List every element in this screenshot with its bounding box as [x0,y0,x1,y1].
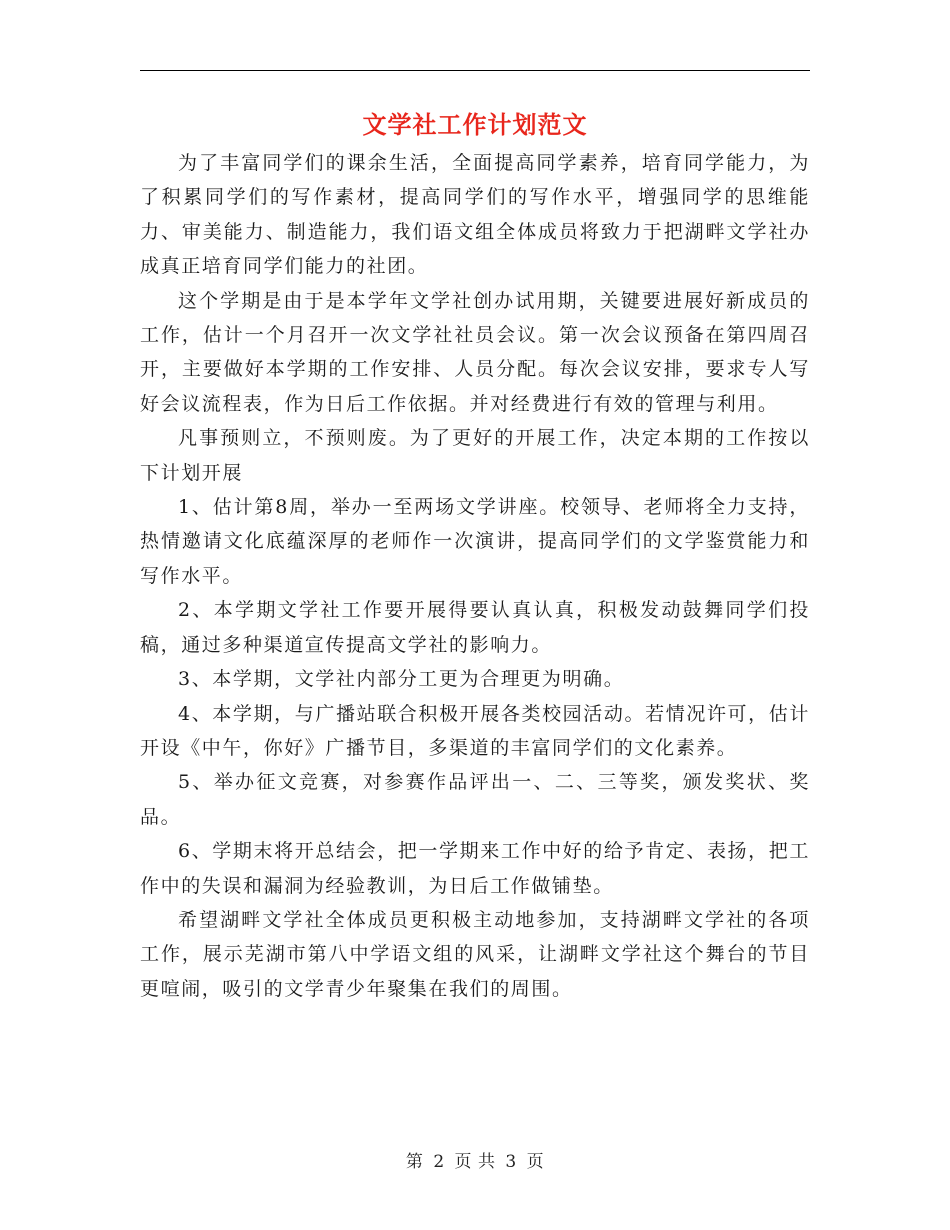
plan-item-2: 2、本学期文学社工作要开展得要认真认真，积极发动鼓舞同学们投稿，通过多种渠道宣传提高文学社的影响力。 [140,599,810,656]
paragraph-intro: 为了丰富同学们的课余生活，全面提高同学素养，培育同学能力，为了积累同学们的写作素材，提高同学们的写作水平，增强同学的思维能力、审美能力、制造能力，我们语文组全体成员将致力于把湖畔文学社办成真正培育同学们能力的社团。 [140,152,810,278]
header-rule [140,70,810,71]
plan-item-6: 6、学期末将开总结会，把一学期来工作中好的给予肯定、表扬，把工作中的失误和漏洞为经验教训，为日后工作做铺垫。 [140,840,810,897]
page-prefix: 第 [405,1152,424,1172]
page-number-footer [0,1150,950,1174]
paragraph-semester: 这个学期是由于是本学年文学社创办试用期，关键要进展好新成员的工作，估计一个月召开一次文学社社员会议。第一次会议预备在第四周召开，主要做好本学期的工作安排、人员分配。每次会议安排，要求专人写好会议流程表，作为日后工作依据。并对经费进行有效的管理与利用。 [140,289,810,415]
plan-item-5: 5、举办征文竞赛，对参赛作品评出一、二、三等奖，颁发奖状、奖品。 [140,771,810,828]
plan-item-1: 1、估计第8周，举办一至两场文学讲座。校领导、老师将全力支持，热情邀请文化底蕴深厚的老师作一次演讲，提高同学们的文学鉴赏能力和写作水平。 [140,496,810,587]
document-body [140,146,810,1006]
plan-item-4: 4、本学期，与广播站联合积极开展各类校园活动。若情况许可，估计开设《中午，你好》广播节目，多渠道的丰富同学们的文化素养。 [140,702,810,759]
page-suffix: 页 [526,1152,545,1172]
page-mid: 页 共 [454,1152,496,1172]
page-current: 2 [433,1152,445,1172]
paragraph-plan-intro: 凡事预则立，不预则废。为了更好的开展工作，决定本期的工作按以下计划开展 [140,427,810,484]
document-title: 文学社工作计划范文 [362,110,588,139]
plan-item-3: 3、本学期，文学社内部分工更为合理更为明确。 [178,668,625,691]
paragraph-closing: 希望湖畔文学社全体成员更积极主动地参加，支持湖畔文学社的各项工作，展示芜湖市第八中学语文组的风采，让湖畔文学社这个舞台的节目更喧闹，吸引的文学青少年聚集在我们的周围。 [140,908,810,1000]
page-total: 3 [505,1152,517,1172]
